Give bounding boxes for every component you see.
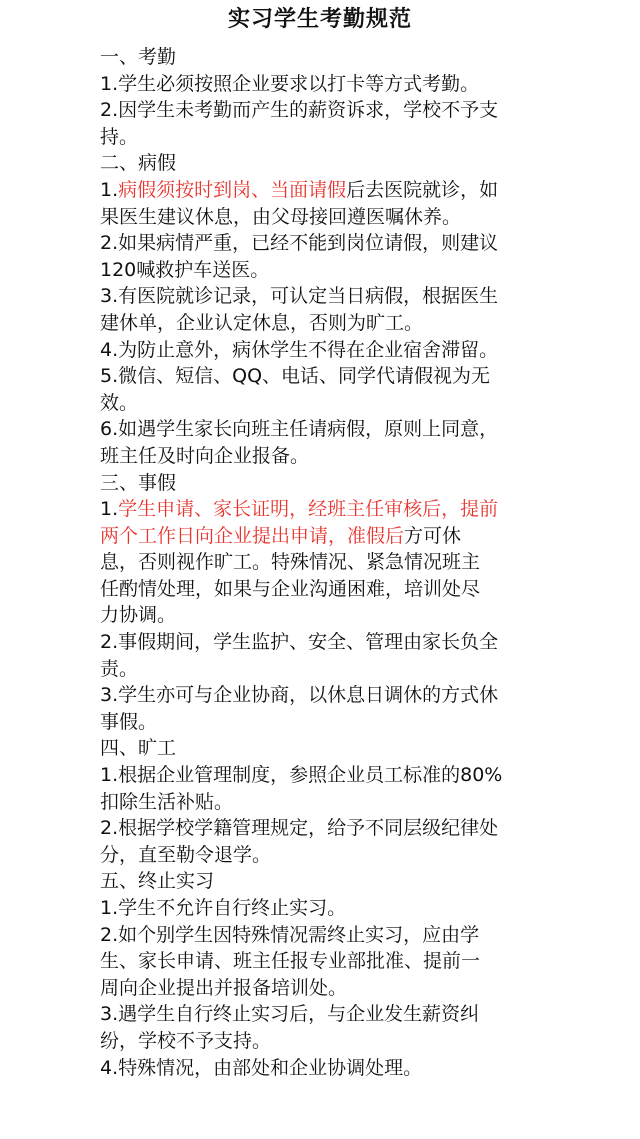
text-segment: 五、终止实习 xyxy=(100,870,215,893)
text-segment: 1.学生不允许自行终止实习。 xyxy=(100,897,347,919)
text-segment: 四、旷工 xyxy=(100,737,177,760)
highlighted-text: 学生申请、家长证明，经班主任审核后，提前 xyxy=(118,498,499,521)
text-segment: 120喊救护车送医。 xyxy=(100,258,270,281)
text-segment: 周向企业提出并报备培训处。 xyxy=(100,976,348,999)
text-line xyxy=(100,656,570,683)
text-segment: 息，否则视作旷工。特殊情况、紧急情况班主 xyxy=(100,551,481,574)
text-segment: 4.为防止意外，病休学生不得在企业宿舍滞留。 xyxy=(100,338,499,361)
text-line xyxy=(100,443,570,470)
text-segment: 1. xyxy=(100,498,119,521)
text-segment: 方可休 xyxy=(404,524,462,547)
section-heading xyxy=(100,735,570,762)
text-line xyxy=(100,416,570,443)
text-segment: 二、病假 xyxy=(100,152,177,175)
text-segment: 责。 xyxy=(100,657,139,680)
text-segment: 持。 xyxy=(100,125,139,148)
text-line xyxy=(100,1001,570,1028)
text-segment: 一、考勤 xyxy=(100,46,177,68)
text-line xyxy=(100,842,570,869)
text-segment: 扣除生活补贴。 xyxy=(100,790,234,813)
text-segment: 2.事假期间，学生监护、安全、管理由家长负全 xyxy=(100,631,499,654)
text-segment: 分，直至勒令退学。 xyxy=(100,843,272,866)
text-line xyxy=(100,922,570,949)
text-line xyxy=(100,948,570,975)
text-segment: 3.有医院就诊记录，可认定当日病假，根据医生 xyxy=(100,285,499,308)
text-line xyxy=(100,390,570,417)
text-line xyxy=(100,602,570,629)
text-line xyxy=(100,177,570,204)
text-segment: 果医生建议休息，由父母接回遵医嘱休养。 xyxy=(100,205,462,228)
highlighted-text: 两个工作日向企业提出申请，准假后 xyxy=(100,524,405,547)
text-line xyxy=(100,895,570,922)
document-body xyxy=(100,44,570,1081)
text-segment: 后去医院就诊，如 xyxy=(346,178,499,201)
text-segment: 2.因学生未考勤而产生的薪资诉求，学校不予支 xyxy=(100,99,499,122)
text-segment: 2.如果病情严重，已经不能到岗位请假，则建议 xyxy=(100,232,499,255)
text-segment: 建休单，企业认定休息，否则为旷工。 xyxy=(100,311,424,334)
text-line xyxy=(100,310,570,337)
text-line xyxy=(100,682,570,709)
section-heading xyxy=(100,150,570,177)
text-segment: 4.特殊情况，由部处和企业协调处理。 xyxy=(100,1056,423,1079)
section-heading xyxy=(100,470,570,497)
text-line xyxy=(100,124,570,151)
text-segment: 6.如遇学生家长向班主任请病假，原则上同意， xyxy=(100,418,499,441)
text-segment: 任酌情处理，如果与企业沟通困难，培训处尽 xyxy=(100,577,481,600)
text-line xyxy=(100,1055,570,1082)
text-line xyxy=(100,283,570,310)
text-segment: 3.遇学生自行终止实习后，与企业发生薪资纠 xyxy=(100,1003,480,1026)
text-line xyxy=(100,709,570,736)
text-segment: 2.根据学校学籍管理规定，给予不同层级纪律处 xyxy=(100,817,499,840)
text-segment: 事假。 xyxy=(100,710,158,733)
text-line xyxy=(100,363,570,390)
text-segment: 三、事假 xyxy=(100,471,177,494)
text-line xyxy=(100,496,570,523)
text-line xyxy=(100,549,570,576)
section-heading xyxy=(100,868,570,895)
text-line xyxy=(100,523,570,550)
text-segment: 2.如个别学生因特殊情况需终止实习，应由学 xyxy=(100,923,480,946)
section-heading xyxy=(100,44,570,71)
text-segment: 5.微信、短信、QQ、电话、同学代请假视为无 xyxy=(100,365,491,388)
text-segment: 班主任及时向企业报备。 xyxy=(100,444,310,467)
text-line xyxy=(100,257,570,284)
text-line xyxy=(100,975,570,1002)
text-line xyxy=(100,337,570,364)
text-segment: 1.学生必须按照企业要求以打卡等方式考勤。 xyxy=(100,72,480,95)
document-title: 实习学生考勤规范 xyxy=(227,7,412,32)
text-line xyxy=(100,789,570,816)
text-line xyxy=(100,204,570,231)
text-segment: 力协调。 xyxy=(100,604,177,627)
text-segment: 1. xyxy=(100,178,119,201)
text-segment: 3.学生亦可与企业协商，以休息日调休的方式休 xyxy=(100,684,499,707)
text-segment: 纷，学校不予支持。 xyxy=(100,1029,272,1052)
text-line xyxy=(100,97,570,124)
text-line xyxy=(100,71,570,98)
text-line xyxy=(100,629,570,656)
text-line xyxy=(100,815,570,842)
text-segment: 生、家长申请、班主任报专业部批准、提前一 xyxy=(100,950,481,973)
text-line xyxy=(100,230,570,257)
text-segment: 1.根据企业管理制度，参照企业员工标准的80% xyxy=(100,764,503,787)
text-line xyxy=(100,1028,570,1055)
text-line xyxy=(100,576,570,603)
text-segment: 效。 xyxy=(100,391,139,414)
text-line xyxy=(100,762,570,789)
highlighted-text: 病假须按时到岗、当面请假 xyxy=(118,178,347,201)
